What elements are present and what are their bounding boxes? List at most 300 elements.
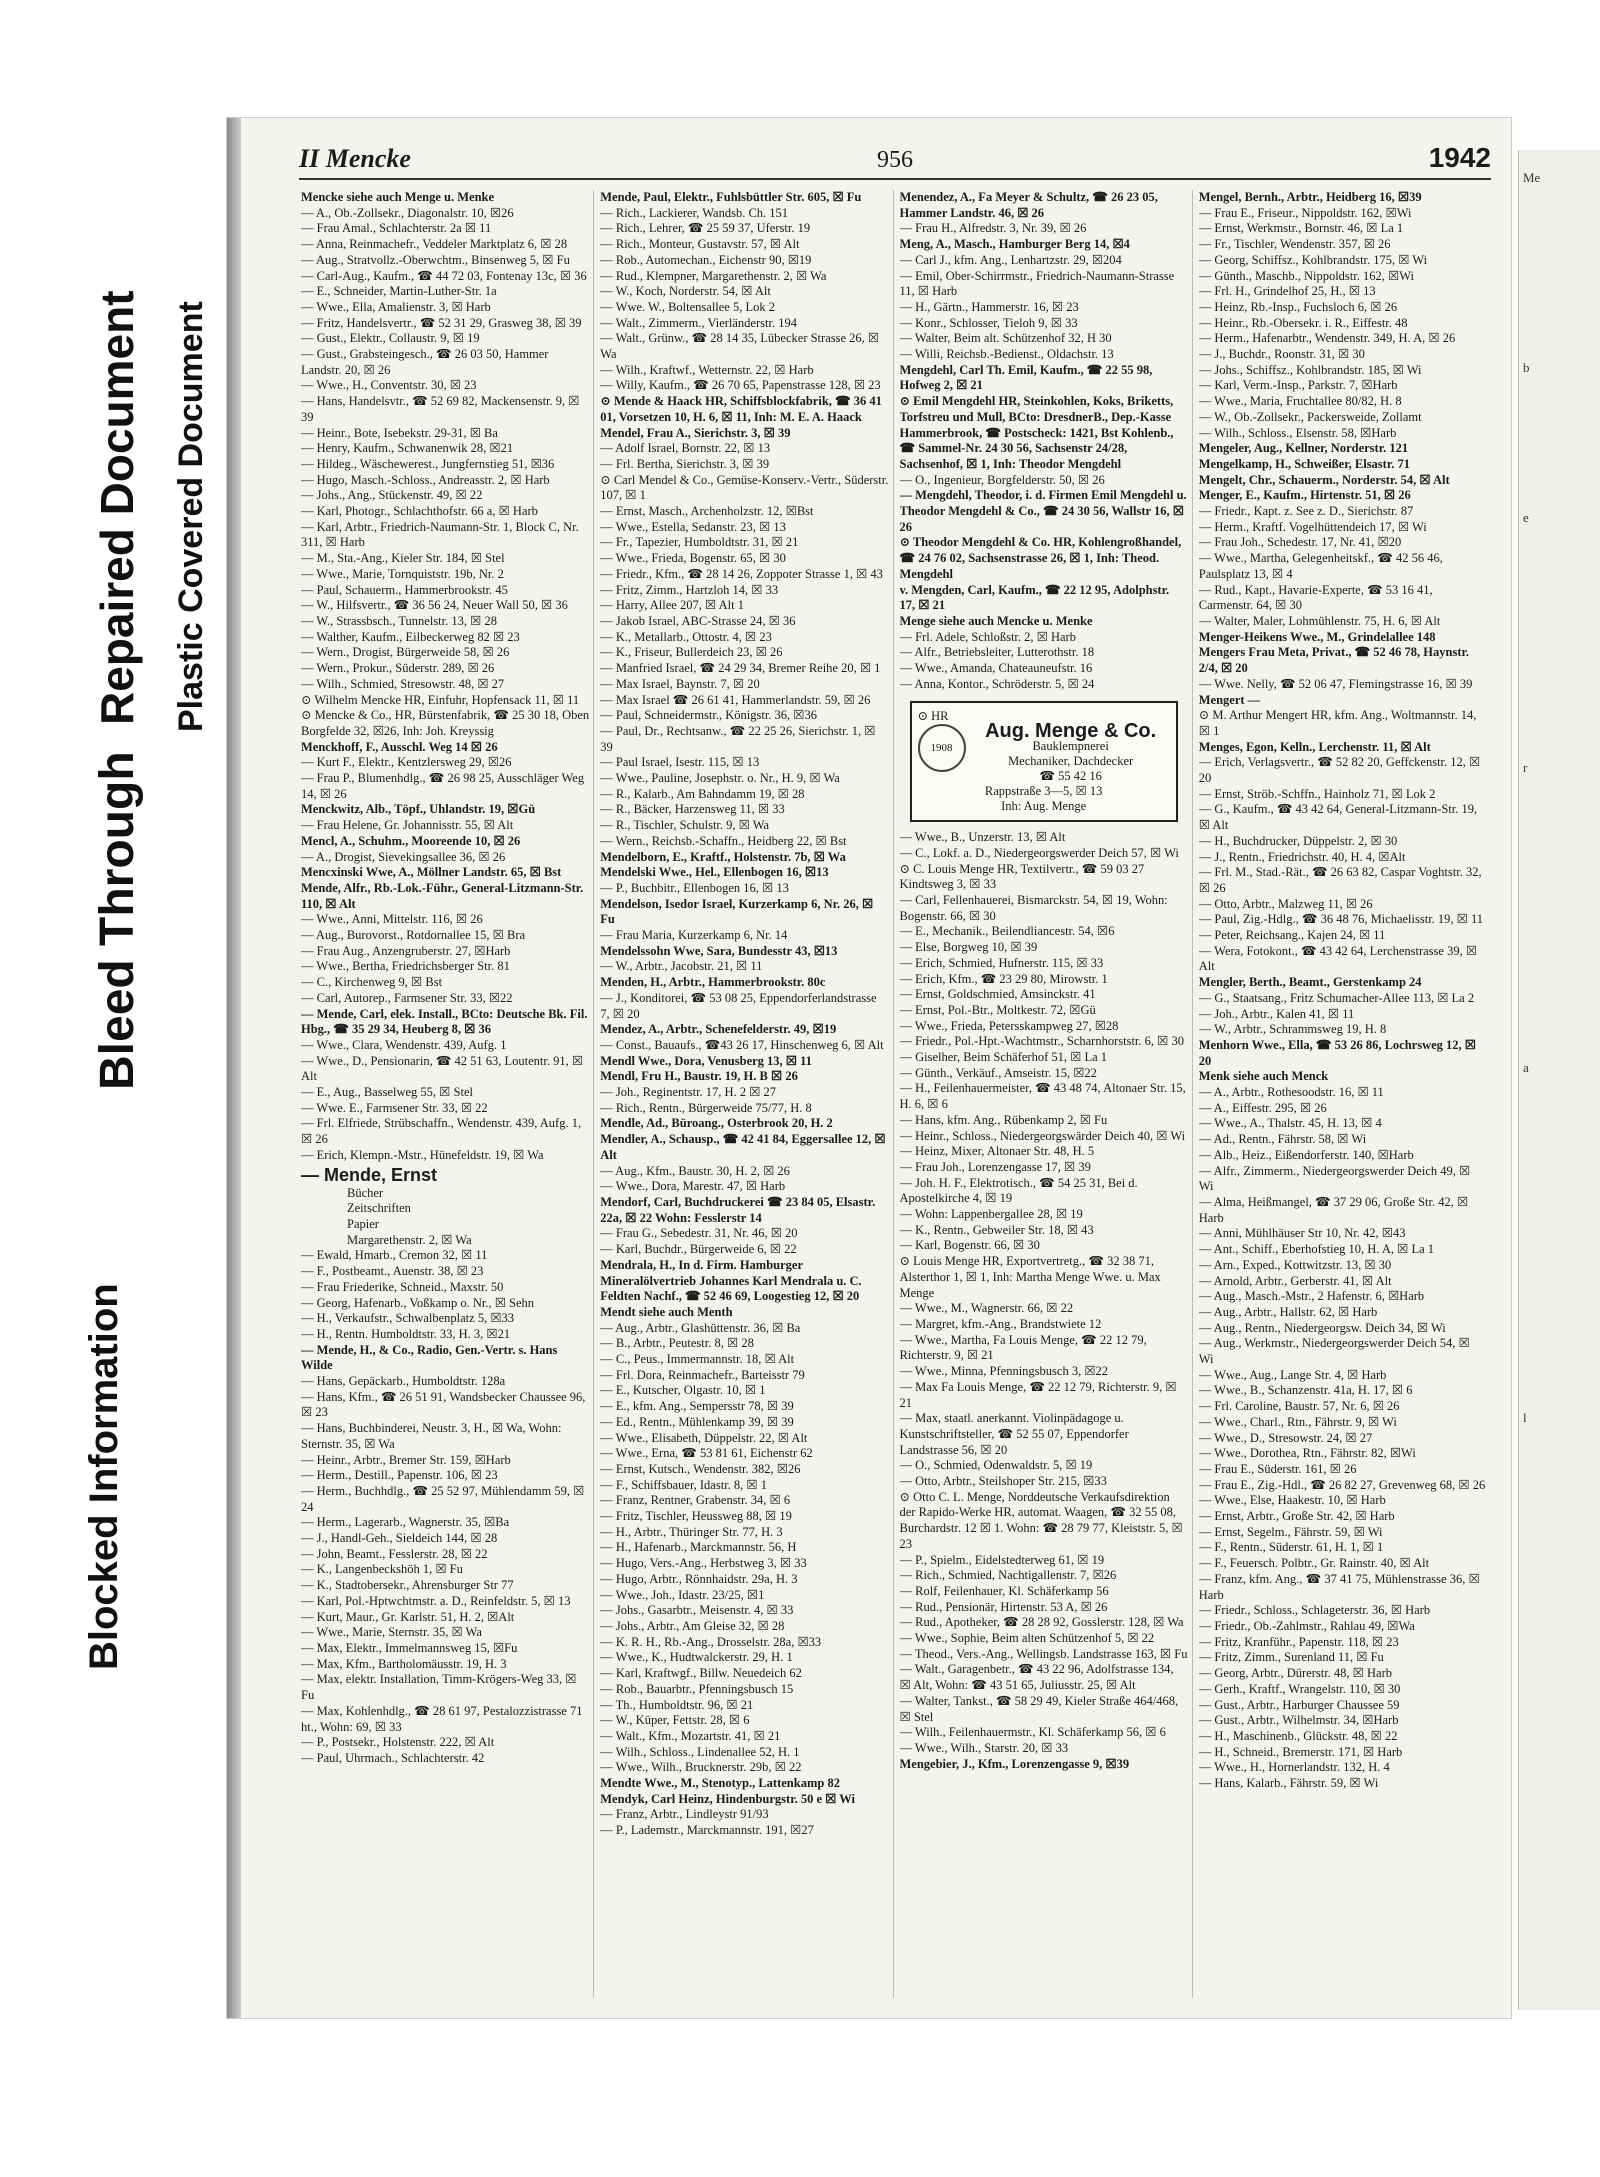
directory-entry: Mende, Paul, Elektr., Fuhlsbüttler Str. 605, ☒ Fu [600,190,862,204]
directory-entry: — Wilh., Schmied, Stresowstr. 48, ☒ 27 [301,676,505,691]
directory-entry: — Wwe., H., Hornerlandstr. 132, H. 4 [1198,1760,1390,1775]
directory-entry: Meng, A., Masch., Hamburger Berg 14, ☒4 [899,237,1130,252]
directory-entry: — G., Kaufm., ☎ 43 42 64, General-Litzmann-Str. 19, ☒ Alt [1198,802,1478,833]
directory-entry: — C., Peus., Immermannstr. 18, ☒ Alt [600,1352,795,1367]
directory-entry: — Wilh., Kraftwf., Wetternstr. 22, ☒ Harb [600,362,814,377]
directory-entry: — Jakob Israel, ABC-Strasse 24, ☒ 36 [600,613,796,628]
directory-entry: — Wwe., A., Thalstr. 45, H. 13, ☒ 4 [1198,1116,1382,1131]
directory-entry: — Wwe., Ella, Amalienstr. 3, ☒ Harb [301,299,491,314]
directory-entry: — Wwe. Nelly, ☎ 52 06 47, Flemingstrasse 16, ☒ 39 [1198,676,1473,691]
directory-entry: Mengler, Berth., Beamt., Gerstenkamp 24 [1198,975,1422,990]
directory-entry: — Günth., Maschb., Nippoldstr. 162, ☒Wi [1198,268,1414,283]
directory-entry: — K., Stadtobersekr., Ahrensburger Str 77 [301,1578,514,1593]
adjacent-page-fragment: Me [1523,170,1541,185]
directory-entry: Mengel, Bernh., Arbtr., Heidberg 16, ☒39 [1198,190,1422,204]
directory-entry: — Rich., Rentn., Bürgerweide 75/77, H. 8 [600,1100,812,1115]
directory-entry: — Frl. Adele, Schloßstr. 2, ☒ Harb [899,629,1076,644]
directory-entry: — Herm., Hafenarbtr., Wendenstr. 349, H. A, ☒ 26 [1198,331,1456,346]
directory-entry: — Frau E., Friseur., Nippoldstr. 162, ☒Wi [1198,205,1412,220]
directory-entry: — Alma, Heißmangel, ☎ 37 29 06, Große Str. 42, ☒ Harb [1198,1195,1469,1225]
directory-entry: — Herm., Destill., Papenstr. 106, ☒ 23 [301,1468,498,1483]
column-container [301,190,1491,1998]
directory-entry: — Theod., Vers.-Ang., Wellingsb. Landstrasse 163, ☒ Fu [899,1646,1188,1661]
directory-entry: — Wwe., Erna, ☎ 53 81 61, Eichenstr 62 [600,1446,813,1461]
directory-entry: — Karl, Arbtr., Friedrich-Naumann-Str. 1, Block C, Nr. 311, ☒ Harb [301,519,579,550]
directory-entry: ⊙ Otto C. L. Menge, Norddeutsche Verkaufsdirektion der Rapido-Werke HR, automat. Waagen, ☎ 32 55 08, Burchardstr. 12 ☒ 1. Wohn: ☎ 28 79 77, Kleiststr. 5, ☒ 23 [899,1489,1183,1551]
directory-entry: — Friedr., Kapt. z. See z. D., Sierichstr. 87 [1198,504,1414,519]
directory-entry: — H., Schneid., Bremerstr. 171, ☒ Harb [1198,1744,1403,1759]
directory-entry: — H., Gärtn., Hammerstr. 16, ☒ 23 [899,299,1079,314]
directory-entry: — Ernst, Pol.-Btr., Moltkestr. 72, ☒Gü [899,1002,1096,1017]
directory-entry: — K., Friseur, Bullerdeich 23, ☒ 26 [600,645,783,660]
directory-entry: — Frl. H., Grindelhof 25, H., ☒ 13 [1198,284,1376,299]
directory-entry: — E., Aug., Basselweg 55, ☒ Stel [301,1085,473,1100]
directory-entry: — Konr., Schlosser, Tieloh 9, ☒ 33 [899,315,1078,330]
directory-entry: Mendyk, Carl Heinz, Hindenburgstr. 50 e ☒ Wi [600,1791,855,1806]
directory-entry: — Frl. Bertha, Sierichstr. 3, ☒ 39 [600,456,770,471]
directory-entry: Menger, E., Kaufm., Hirtenstr. 51, ☒ 26 [1198,488,1411,503]
directory-entry: — Ernst, Ströb.-Schffn., Hainholz 71, ☒ Lok 2 [1198,786,1436,801]
directory-entry: — K., Langenbeckshöh 1, ☒ Fu [301,1562,463,1577]
directory-column-4 [1199,190,1491,1998]
directory-entry: — W., Strassbsch., Tunnelstr. 13, ☒ 28 [301,613,497,628]
directory-entry: — Max Israel, Baynstr. 7, ☒ 20 [600,676,760,691]
directory-entry: — Wohn: Lappenbergallee 28, ☒ 19 [899,1207,1083,1222]
directory-entry: — A., Eiffestr. 295, ☒ 26 [1198,1100,1327,1115]
directory-entry: — Willi, Reichsb.-Bedienst., Oldachstr. 13 [899,347,1114,362]
directory-entry: — Ed., Rentn., Mühlenkamp 39, ☒ 39 [600,1414,794,1429]
directory-entry: — P., Spielm., Eidelstedterweg 61, ☒ 19 [899,1552,1105,1567]
page-year: 1942 [1428,142,1491,173]
directory-entry: — Fritz, Zimm., Hartzloh 14, ☒ 33 [600,582,779,597]
directory-entry: — Rolf, Feilenhauer, Kl. Schäferkamp 56 [899,1583,1109,1598]
directory-entry: — Wwe., Clara, Wendenstr. 439, Aufg. 1 [301,1037,507,1052]
directory-entry: — Const., Bauaufs., ☎43 26 17, Hinschenweg 6, ☒ Alt [600,1037,884,1052]
directory-entry: Mencke siehe auch Menge u. Menke [301,190,495,204]
directory-entry: — F., Feuersch. Polbtr., Gr. Rainstr. 40, ☒ Alt [1198,1556,1430,1571]
directory-entry: Margarethenstr. 2, ☒ Wa [347,1232,472,1247]
bleed-through-label: Bleed Through [91,751,144,1090]
directory-entry: — Frl. Dora, Reinmachefr., Barteisstr 79 [600,1367,805,1382]
directory-entry: — Henry, Kaufm., Schwanenwik 28, ☒21 [301,441,514,456]
directory-entry: Mendelson, Isedor Israel, Kurzerkamp 6, Nr. 26, ☒ Fu [600,896,874,927]
directory-entry: — M., Sta.-Ang., Kieler Str. 184, ☒ Stel [301,551,505,566]
side-labels [0,0,240,2177]
directory-entry: — Wwe., Joh., Idastr. 23/25, ☒1 [600,1587,765,1602]
directory-entry: — Herm., Kraftf. Vogelhüttendeich 17, ☒ Wi [1198,519,1427,534]
directory-entry: — Kurt, Maur., Gr. Karlstr. 51, H. 2, ☒Alt [301,1609,515,1624]
directory-entry: — Wwe., Marie, Tornquiststr. 19b, Nr. 2 [301,566,504,581]
directory-entry: — Wwe., Charl., Rtn., Fährstr. 9, ☒ Wi [1198,1414,1397,1429]
directory-entry: Mendte Wwe., M., Stenotyp., Lattenkamp 82 [600,1776,840,1791]
directory-entry: — Alfr., Zimmerm., Niedergeorgswerder Deich 49, ☒ Wi [1198,1163,1471,1194]
directory-entry: — Hildeg., Wäschewerest., Jungfernstieg 51, ☒36 [301,456,555,471]
directory-entry: — Max, Kfm., Bartholomäusstr. 19, H. 3 [301,1656,507,1671]
directory-entry: — Georg, Hafenarb., Voßkamp o. Nr., ☒ Sehn [301,1295,535,1310]
directory-entry: — K., Rentn., Gebweiler Str. 18, ☒ 43 [899,1222,1094,1237]
ad-line: Mechaniker, Dachdecker [1008,754,1134,769]
directory-entry: — Georg, Arbtr., Dürerstr. 48, ☒ Harb [1198,1666,1392,1681]
directory-entry: — H., Arbtr., Thüringer Str. 77, H. 3 [600,1524,783,1539]
directory-entry: ⊙ C. Louis Menge HR, Textilvertr., ☎ 59 03 27 Kindtsweg 3, ☒ 33 [899,861,1145,892]
directory-entry: — Wwe., Dora, Marestr. 47, ☒ Harb [600,1179,786,1194]
directory-entry: — Alb., Heiz., Eißendorferstr. 140, ☒Harb [1198,1147,1414,1162]
directory-entry: Mengelkamp, H., Schweißer, Elsastr. 71 [1198,456,1410,471]
directory-entry: Mendel, Frau A., Sierichstr. 3, ☒ 39 [600,425,791,440]
directory-entry: — Frau Helene, Gr. Johannisstr. 55, ☒ Alt [301,818,514,833]
directory-entry: Papier [347,1217,379,1231]
directory-entry: — Ernst, Masch., Archenholzstr. 12, ☒Bst [600,504,814,519]
directory-entry: — Alfr., Betriebsleiter, Lutterothstr. 18 [899,645,1095,660]
directory-entry: Menendez, A., Fa Meyer & Schultz, ☎ 26 23 05, Hammer Landstr. 46, ☒ 26 [899,190,1158,220]
directory-entry: Menger-Heikens Wwe., M., Grindelallee 148 [1198,629,1436,644]
directory-entry: — Wwe., Wilh., Starstr. 20, ☒ 33 [899,1740,1069,1755]
directory-entry: Mencl, A., Schuhm., Mooreende 10, ☒ 26 [301,833,521,848]
directory-entry: — Johs., Ang., Stückenstr. 49, ☒ 22 [301,488,483,503]
directory-entry: — W., Küper, Fettstr. 28, ☒ 6 [600,1713,750,1728]
directory-entry: — Rud., Kapt., Havarie-Experte, ☎ 53 16 41, Carmenstr. 64, ☒ 30 [1198,582,1433,613]
directory-entry: — A., Drogist, Sievekingsallee 36, ☒ 26 [301,849,506,864]
directory-entry: — Erich, Schmied, Hufnerstr. 115, ☒ 33 [899,955,1104,970]
adjacent-page-fragment: l [1523,1410,1527,1425]
directory-entry: — John, Beamt., Fesslerstr. 28, ☒ 22 [301,1546,488,1561]
directory-entry: — Joh. H. F., Elektrotisch., ☎ 54 25 31, Bei d. Apostelkirche 4, ☒ 19 [899,1175,1138,1206]
directory-entry: ⊙ Mende & Haack HR, Schiffsblockfabrik, ☎ 36 41 01, Vorsetzen 10, H. 6, ☒ 11, Inh: M. E. A. Haack [600,394,882,424]
directory-entry: — Wwe., H., Conventstr. 30, ☒ 23 [301,378,477,393]
directory-entry: — Hans, Kfm., ☎ 26 51 91, Wandsbecker Chaussee 96, ☒ 23 [301,1389,586,1420]
directory-entry: — W., Arbtr., Schrammsweg 19, H. 8 [1198,1022,1387,1037]
directory-entry: — Georg, Schiffsz., Kohlbrandstr. 175, ☒ Wi [1198,252,1428,267]
directory-entry: — Anna, Reinmachefr., Veddeler Marktplatz 6, ☒ 28 [301,237,568,252]
directory-entry: ⊙ Emil Mengdehl HR, Steinkohlen, Koks, Briketts, Torfstreu und Mull, BCto: DresdnerB., Dep.-Kasse Hammerbrook, ☎ Postscheck: 1421, Bst Kohlenb., ☎ Sammel-Nr. 24 30 56, Sachsenstr 24/28, Sachsenhof, ☒ 1, Inh: Theodor Mengdehl [899,394,1174,471]
directory-entry: — Wwe., Martha, Fa Louis Menge, ☎ 22 12 79, Richterstr. 9, ☒ 21 [899,1332,1147,1363]
ad-marker: ⊙ HR [917,708,949,723]
directory-entry: — Rob., Automechan., Eichenstr 90, ☒19 [600,252,812,267]
directory-entry: — Frau Joh., Schedestr. 17, Nr. 41, ☒20 [1198,535,1402,550]
directory-column-3 [900,190,1193,1998]
directory-entry: — Rud., Pensionär, Hirtenstr. 53 A, ☒ 26 [899,1599,1108,1614]
directory-entry: — Wera, Fotokont., ☎ 43 42 64, Lerchenstrasse 39, ☒ Alt [1198,943,1478,974]
directory-entry: Mendl, Fru H., Baustr. 19, H. B ☒ 26 [600,1069,798,1084]
directory-entry: — H., Maschinenb., Glückstr. 48, ☒ 22 [1198,1728,1398,1743]
directory-entry: — Hans, Kalarb., Fährstr. 59, ☒ Wi [1198,1776,1379,1791]
directory-entry: — Fritz, Tischler, Heussweg 88, ☒ 19 [600,1509,792,1524]
directory-entry: — Carl, Fellenhauerei, Bismarckstr. 54, ☒ 19, Wohn: Bogenstr. 66, ☒ 30 [899,893,1168,923]
directory-entry: — Wwe., Else, Haakestr. 10, ☒ Harb [1198,1493,1386,1508]
directory-entry: — Heinr., Schloss., Niedergeorgswärder Deich 40, ☒ Wi [899,1128,1186,1143]
directory-entry: — Rud., Klempner, Margarethenstr. 2, ☒ Wa [600,268,827,283]
directory-entry: — Herm., Buchhdlg., ☎ 25 52 97, Mühlendamm 59, ☒ 24 [301,1483,585,1514]
directory-entry: Mendl Wwe., Dora, Venusberg 13, ☒ 11 [600,1053,812,1068]
directory-entry: — Wwe., Anni, Mittelstr. 116, ☒ 26 [301,912,483,927]
directory-entry: — Wwe. E., Farmsener Str. 33, ☒ 22 [301,1100,488,1115]
directory-entry: — Aug., Stratvollz.-Oberwchtm., Binsenweg 5, ☒ Fu [301,252,570,267]
directory-entry: — E., kfm. Ang., Sempersstr 78, ☒ 39 [600,1399,794,1414]
directory-entry: — Walt., Garagenbetr., ☎ 43 22 96, Adolfstrasse 134, ☒ Alt, Wohn: ☎ 43 51 65, Juliusstr. 25, ☒ Alt [899,1662,1174,1693]
directory-entry: — Heinz, Rb.-Insp., Fuchsloch 6, ☒ 26 [1198,299,1398,314]
award-medal-icon: 1908 [918,724,966,772]
directory-entry: — Emil, Ober-Schirrmstr., Friedrich-Naumann-Strasse 11, ☒ Harb [899,268,1175,299]
directory-entry: — Hugo, Arbtr., Rönnhaidstr. 29a, H. 3 [600,1571,798,1586]
ad-line: Inh: Aug. Menge [1001,799,1087,814]
directory-entry: — Max Israel ☎ 26 61 41, Hammerlandstr. 59, ☒ 26 [600,692,871,707]
adjacent-page-edge [1518,150,1600,2010]
directory-entry: — H., Verkaufstr., Schwalbenplatz 5, ☒33 [301,1311,515,1326]
directory-entry: — Rich., Monteur, Gustavstr. 57, ☒ Alt [600,237,800,252]
directory-entry: — Ernst, Arbtr., Große Str. 42, ☒ Harb [1198,1509,1395,1524]
page-number: 956 [877,147,913,173]
directory-entry: — Wwe., M., Wagnerstr. 66, ☒ 22 [899,1301,1074,1316]
directory-entry: Zeitschriften [347,1201,411,1216]
directory-entry: — Wwe., Sophie, Beim alten Schützenhof 5, ☒ 22 [899,1631,1155,1646]
directory-entry: — Anni, Mühlhäuser Str 10, Nr. 42, ☒43 [1198,1226,1406,1241]
advertisement-box [910,701,1178,823]
directory-entry: ⊙ Mencke & Co., HR, Bürstenfabrik, ☎ 25 30 18, Oben Borgfelde 32, ☒26, Inh: Joh. Kreyssig [301,708,590,738]
directory-entry: — Wern., Prokur., Süderstr. 289, ☒ 26 [301,661,495,676]
directory-entry: — W., Hilfsvertr., ☎ 36 56 24, Neuer Wall 50, ☒ 36 [301,598,568,613]
directory-entry: — Mende, Carl, elek. Install., BCto: Deutsche Bk. Fil. Hbg., ☎ 35 29 34, Heuberg 8, ☒ 36 [301,1006,588,1037]
directory-entry: — Rich., Lackierer, Wandsb. Ch. 151 [600,205,789,220]
directory-entry: — Walter, Beim alt. Schützenhof 32, H 30 [899,331,1112,346]
directory-entry: — Ernst, Segelm., Fährstr. 59, ☒ Wi [1198,1524,1383,1539]
directory-entry: — Walt., Grünw., ☎ 28 14 35, Lübecker Strasse 26, ☒ Wa [600,331,880,362]
directory-entry: — Herm., Lagerarb., Wagnerstr. 35, ☒Ba [301,1515,510,1530]
directory-entry: — E., Mechanik., Beilendliancestr. 54, ☒6 [899,924,1115,939]
directory-entry: — K., Metallarb., Ottostr. 4, ☒ 23 [600,629,772,644]
directory-entry: — P., Buchbitr., Ellenbogen 16, ☒ 13 [600,880,789,895]
directory-entry: — Frau Aug., Anzengruberstr. 27, ☒Harb [301,943,511,958]
directory-entry: — Hans, Handelsvtr., ☎ 52 69 82, Mackensenstr. 9, ☒ 39 [301,394,580,424]
directory-entry: — R., Tischler, Schulstr. 9, ☒ Wa [600,818,770,833]
directory-entry: — Frau E., Zig.-Hdl., ☎ 26 82 27, Grevenweg 68, ☒ 26 [1198,1477,1486,1492]
directory-entry: — Rob., Bauarbtr., Pfenningsbusch 15 [600,1681,794,1696]
page-header-section: II Mencke [299,144,411,173]
directory-entry: — Rich., Schmied, Nachtigallenstr. 7, ☒26 [899,1568,1117,1583]
directory-entry: — E., Kutscher, Olgastr. 10, ☒ 1 [600,1383,766,1398]
directory-column-2 [600,190,893,1998]
directory-entry: — Ant., Schiff., Eberhofstieg 10, H. A, ☒ La 1 [1198,1242,1435,1257]
directory-entry: — Wern., Reichsb.-Schaffn., Heidberg 22, ☒ Bst [600,833,847,848]
directory-entry: Mengers Frau Meta, Privat., ☎ 52 46 78, Haynstr. 2/4, ☒ 20 [1198,645,1470,676]
directory-entry: — Walter, Tankst., ☎ 58 29 49, Kieler Straße 464/468, ☒ Stel [899,1693,1179,1724]
directory-entry: — B., Arbtr., Peutestr. 8, ☒ 28 [600,1336,754,1351]
directory-entry: — Carl, Autorep., Farmsener Str. 33, ☒22 [301,990,513,1005]
directory-entry: — Carl J., kfm. Ang., Lenhartzstr. 29, ☒204 [899,252,1122,267]
directory-entry: — Wwe., Frieda, Petersskampweg 27, ☒28 [899,1018,1119,1033]
directory-entry: — Wwe., Elisabeth, Düppelstr. 22, ☒ Alt [600,1430,808,1445]
directory-entry: — Walther, Kaufm., Eilbeckerweg 82 ☒ 23 [301,629,520,644]
directory-entry: Bücher [347,1185,384,1200]
ad-title: Aug. Menge & Co. [985,719,1157,742]
directory-entry: Menckwitz, Alb., Töpf., Uhlandstr. 19, ☒Gü [301,802,536,817]
directory-entry: — Hugo, Vers.-Ang., Herbstweg 3, ☒ 33 [600,1556,807,1571]
directory-entry: — Frau P., Blumenhdlg., ☎ 26 98 25, Ausschläger Weg 14, ☒ 26 [301,771,585,801]
directory-entry: — Harry, Allee 207, ☒ Alt 1 [600,598,744,613]
directory-entry: ⊙ Wilhelm Mencke HR, Einfuhr, Hopfensack 11, ☒ 11 [301,692,580,707]
directory-entry: — Max, Kohlenhdlg., ☎ 28 61 97, Pestalozzistrasse 71 ht., Wohn: 69, ☒ 33 [301,1703,583,1734]
directory-entry: — Aug., Werkmstr., Niedergeorgswerder Deich 54, ☒ Wi [1198,1336,1470,1367]
directory-entry: — Gust., Arbtr., Wilhelmstr. 34, ☒Harb [1198,1713,1399,1728]
directory-entry: — Giselher, Beim Schäferhof 51, ☒ La 1 [899,1050,1108,1065]
directory-entry: — Hans, kfm. Ang., Rübenkamp 2, ☒ Fu [899,1112,1108,1127]
directory-entry: — Arn., Exped., Kottwitzstr. 13, ☒ 30 [1198,1257,1392,1272]
directory-entry: — Max, elektr. Installation, Timm-Krögers-Weg 33, ☒ Fu [301,1672,577,1703]
directory-entry: — Rich., Lehrer, ☎ 25 59 37, Uferstr. 19 [600,221,811,236]
directory-entry: — Wilh., Schloss., Elsenstr. 58, ☒Harb [1198,425,1397,440]
directory-entry: — F., Rentn., Süderstr. 61, H. 1, ☒ 1 [1198,1540,1384,1555]
directory-entry: — Karl, Photogr., Schlachthofstr. 66 a, ☒ Harb [301,504,538,519]
directory-entry: — Gust., Arbtr., Harburger Chaussee 59 [1198,1697,1400,1712]
directory-entry: — Wwe., Minna, Pfenningsbusch 3, ☒22 [899,1364,1109,1379]
directory-entry: — Wwe., K., Hudtwalckerstr. 29, H. 1 [600,1650,793,1665]
directory-entry: — Karl, Verm.-Insp., Parkstr. 7, ☒Harb [1198,378,1398,393]
directory-entry: — W., Koch, Norderstr. 54, ☒ Alt [600,284,771,299]
directory-entry: — Wwe., Dorothea, Rtn., Fährstr. 82, ☒Wi [1198,1446,1416,1461]
directory-entry: — J., Handl-Geh., Sieldeich 144, ☒ 28 [301,1531,498,1546]
directory-entry: — Fr., Tischler, Wendenstr. 357, ☒ 26 [1198,237,1391,252]
directory-entry: — Aug., Burovorst., Rotdornallee 15, ☒ Bra [301,928,526,943]
directory-entry: — Paul Israel, Isestr. 115, ☒ 13 [600,755,760,770]
directory-entry: Menges, Egon, Kelln., Lerchenstr. 11, ☒ Alt [1198,739,1431,754]
directory-entry: — Heinz, Mixer, Altonaer Str. 48, H. 5 [899,1144,1095,1159]
directory-entry: Menge siehe auch Mencke u. Menke [899,613,1093,628]
directory-entry: — Wwe., D., Pensionarin, ☎ 42 51 63, Loutentr. 91, ☒ Alt [301,1053,584,1084]
directory-entry: — Wwe., Amanda, Chateauneufstr. 16 [899,661,1093,676]
directory-entry: Mendelssohn Wwe, Sara, Bundesstr 43, ☒13 [600,943,838,958]
directory-entry: — O., Schmied, Odenwaldstr. 5, ☒ 19 [899,1458,1093,1473]
directory-entry: — H., Rentn. Humboldtstr. 33, H. 3, ☒21 [301,1326,511,1341]
directory-entry: — P., Postsekr., Holstenstr. 222, ☒ Alt [301,1735,495,1750]
directory-entry: — Ernst, Kutsch., Wendenstr. 382, ☒26 [600,1461,801,1476]
directory-entry: — Frau G., Sebedestr. 31, Nr. 46, ☒ 20 [600,1226,798,1241]
adjacent-page-fragment: e [1523,510,1529,525]
directory-entry: — Friedr., Kfm., ☎ 28 14 26, Zoppoter Strasse 1, ☒ 43 [600,566,883,581]
ad-line: Rappstraße 3—5, ☒ 13 [984,784,1103,799]
directory-entry: — E., Schneider, Martin-Luther-Str. 1a [301,284,497,299]
directory-entry: — Manfried Israel, ☎ 24 29 34, Bremer Reihe 20, ☒ 1 [600,661,881,676]
adjacent-page-fragment: b [1523,360,1530,375]
directory-entry: — Ewald, Hmarb., Cremon 32, ☒ 11 [301,1248,488,1263]
directory-entry: — Wwe., D., Stresowstr. 24, ☒ 27 [1198,1430,1373,1445]
directory-entry: — Frau Friederike, Schneid., Maxstr. 50 [301,1279,504,1294]
directory-entry: — Wwe., B., Unzerstr. 13, ☒ Alt [899,830,1066,845]
directory-entry: — Heinr., Rb.-Obersekr. i. R., Eiffestr. 48 [1198,315,1408,330]
directory-entry: — R., Bäcker, Harzensweg 11, ☒ 33 [600,802,785,817]
directory-entry: — J., Rentn., Friedrichstr. 40, H. 4, ☒Alt [1198,849,1406,864]
directory-entry: — Frl. Elfriede, Strübschaffn., Wendenstr. 439, Aufg. 1, ☒ 26 [301,1116,582,1147]
directory-entry: — Paul, Schauerm., Hammerbrookstr. 45 [301,582,508,597]
directory-entry: — Aug., Masch.-Mstr., 2 Hafenstr. 6, ☒Harb [1198,1289,1425,1304]
directory-entry: ⊙ Theodor Mengdehl & Co. HR, Kohlengroßhandel, ☎ 24 76 02, Sachsenstrasse 26, ☒ 1, Inh: Theod. Mengdehl [899,535,1182,581]
directory-entry: — Erich, Verlagsvertr., ☎ 52 82 20, Geffckenstr. 12, ☒ 20 [1198,755,1481,786]
directory-entry: — Th., Humboldtstr. 96, ☒ 21 [600,1697,754,1712]
directory-entry: Mengelt, Chr., Schauerm., Norderstr. 54, ☒ Alt [1198,472,1450,487]
directory-entry: — Günth., Verkäuf., Amseistr. 15, ☒22 [899,1065,1097,1080]
directory-entry: — Joh., Reginentstr. 17, H. 2 ☒ 27 [600,1085,777,1100]
directory-entry: — Heinr., Arbtr., Bremer Str. 159, ☒Harb [301,1452,511,1467]
directory-entry: — Wilh., Feilenhauermstr., Kl. Schäferkamp 56, ☒ 6 [899,1725,1166,1740]
blocked-information-label: Blocked Information [82,1283,126,1670]
adjacent-page-fragment: r [1523,760,1528,775]
directory-entry: — Ernst, Goldschmied, Amsinckstr. 41 [899,987,1096,1002]
directory-entry: — W., Ob.-Zollsekr., Packersweide, Zollamt [1198,409,1422,424]
directory-entry: — Wwe., Martha, Gelegenheitskf., ☎ 42 56 46, Paulsplatz 13, ☒ 4 [1198,551,1443,581]
directory-entry: — Walt., Zimmerm., Vierländerstr. 194 [600,315,797,330]
directory-entry: — Mengdehl, Theodor, i. d. Firmen Emil Mengdehl u. Theodor Mengdehl & Co., ☎ 24 30 56, Wallstr 16, ☒ 26 [899,488,1187,534]
directory-entry: Menckhoff, F., Ausschl. Weg 14 ☒ 26 [301,739,498,754]
directory-entry: Mengebier, J., Kfm., Lorenzengasse 9, ☒39 [899,1756,1130,1771]
directory-entry: — Mende, H., & Co., Radio, Gen.-Vertr. s. Hans Wilde [301,1342,558,1373]
directory-entry: — Frau Amal., Schlachterstr. 2a ☒ 11 [301,221,492,236]
directory-entry: — Paul, Dr., Rechtsanw., ☎ 22 25 26, Sierichstr. 1, ☒ 39 [600,723,876,754]
directory-entry: — Frau E., Süderstr. 161, ☒ 26 [1198,1461,1357,1476]
directory-column-1 [301,190,594,1998]
directory-entry: — Walter, Maler, Lohmühlenstr. 75, H. 6, ☒ Alt [1198,613,1441,628]
directory-entry: — Wwe., Bertha, Friedrichsberger Str. 81 [301,959,510,974]
directory-entry: — Gust., Grabsteingesch., ☎ 26 03 50, Hammer Landstr. 20, ☒ 26 [301,347,549,377]
directory-entry: — Aug., Arbtr., Hallstr. 62, ☒ Harb [1198,1304,1378,1319]
directory-entry: — Max, staatl. anerkannt. Violinpädagoge u. Kunstschriftsteller, ☎ 52 55 07, Eppendorfer Landstrasse 56, ☒ 20 [899,1411,1129,1457]
directory-entry: — Frau Joh., Lorenzengasse 17, ☒ 39 [899,1159,1091,1174]
directory-entry: — Fritz, Kranführ., Papenstr. 118, ☒ 23 [1198,1634,1399,1649]
directory-entry: — Wwe. W., Boltensallee 5, Lok 2 [600,299,775,314]
directory-entry: — A., Ob.-Zollsekr., Diagonalstr. 10, ☒26 [301,205,514,220]
ad-line: ☎ 55 42 16 [1039,769,1102,784]
directory-entry: — Frau Maria, Kurzerkamp 6, Nr. 14 [600,928,788,943]
directory-entry: — Margret, kfm.-Ang., Brandstwiete 12 [899,1317,1102,1331]
directory-entry: — H., Hafenarb., Marckmannstr. 56, H [600,1540,797,1555]
directory-entry: — Johs., Arbtr., Am Gleise 32, ☒ 28 [600,1618,785,1633]
page-header [299,138,1491,180]
directory-entry: Mendorf, Carl, Buchdruckerei ☎ 23 84 05, Elsastr. 22a, ☒ 22 Wohn: Fesslerstr 14 [600,1195,876,1225]
directory-entry: — Wwe., Wilh., Brucknerstr. 29b, ☒ 22 [600,1760,802,1775]
directory-entry: — W., Arbtr., Jacobstr. 21, ☒ 11 [600,959,763,974]
adjacent-page-fragment: a [1523,1060,1529,1075]
directory-entry: Mendelborn, E., Kraftf., Holstenstr. 7b, ☒ Wa [600,849,846,864]
directory-entry: — Arnold, Arbtr., Gerberstr. 41, ☒ Alt [1198,1273,1392,1288]
directory-entry: — Hugo, Masch.-Schloss., Andreasstr. 2, ☒ Harb [301,472,550,487]
directory-entry: — Aug., Kfm., Baustr. 30, H. 2, ☒ 26 [600,1163,790,1178]
directory-entry: — O., Ingenieur, Borgfelderstr. 50, ☒ 26 [899,472,1105,487]
directory-entry: — Paul, Zig.-Hdlg., ☎ 36 48 76, Michaelisstr. 19, ☒ 11 [1198,912,1484,927]
directory-entry: — Johs., Schiffsz., Kohlbrandstr. 185, ☒ Wi [1198,362,1422,377]
directory-entry: Mende, Alfr., Rb.-Lok.-Führ., General-Litzmann-Str. 110, ☒ Alt [301,880,584,911]
directory-entry: — Franz, kfm. Ang., ☎ 37 41 75, Mühlenstrasse 36, ☒ Harb [1198,1571,1480,1602]
directory-entry: — Aug., Rentn., Niedergeorgsw. Deich 34, ☒ Wi [1198,1320,1446,1335]
directory-entry: — H., Buchdrucker, Düppelstr. 2, ☒ 30 [1198,833,1398,848]
directory-entry: Mendt siehe auch Menth [600,1304,733,1319]
directory-entry: — Wwe., Aug., Lange Str. 4, ☒ Harb [1198,1367,1387,1382]
directory-entry: — Friedr., Schloss., Schlageterstr. 36, ☒ Harb [1198,1603,1431,1618]
directory-entry: — Friedr., Ob.-Zahlmstr., Rahlau 49, ☒Wa [1198,1618,1415,1633]
directory-entry: — Hans, Gepäckarb., Humboldtstr. 128a [301,1374,506,1389]
directory-entry: Mengeler, Aug., Kellner, Norderstr. 121 [1198,441,1409,456]
directory-entry: — Wwe., Marie, Sternstr. 35, ☒ Wa [301,1625,482,1640]
directory-entry: Mendelski Wwe., Hel., Ellenbogen 16, ☒13 [600,865,829,880]
directory-entry: — Ernst, Werkmstr., Bornstr. 46, ☒ La 1 [1198,221,1404,236]
directory-entry: — Wilh., Schloss., Lindenallee 52, H. 1 [600,1744,800,1759]
directory-entry: Mengert — [1198,692,1261,707]
directory-entry: — P., Lademstr., Marckmannstr. 191, ☒27 [600,1823,814,1838]
directory-entry: — K. R. H., Rb.-Ang., Drosselstr. 28a, ☒33 [600,1634,822,1649]
directory-entry: — Fritz, Zimm., Surenland 11, ☒ Fu [1198,1650,1384,1665]
directory-entry: — Erich, Kfm., ☎ 23 29 80, Mirowstr. 1 [899,971,1108,986]
directory-entry: — Gerh., Kraftf., Wrangelstr. 110, ☒ 30 [1198,1681,1401,1696]
directory-entry: Mencxinski Wwe, A., Möllner Landstr. 65, ☒ Bst [301,865,562,880]
directory-entry: — C., Lokf. a. D., Niedergeorgswerder Deich 57, ☒ Wi [899,845,1179,860]
directory-entry: — Frl. Caroline, Baustr. 57, Nr. 6, ☒ 26 [1198,1399,1400,1414]
directory-entry: — Paul, Schneidermstr., Königstr. 36, ☒36 [600,708,818,723]
